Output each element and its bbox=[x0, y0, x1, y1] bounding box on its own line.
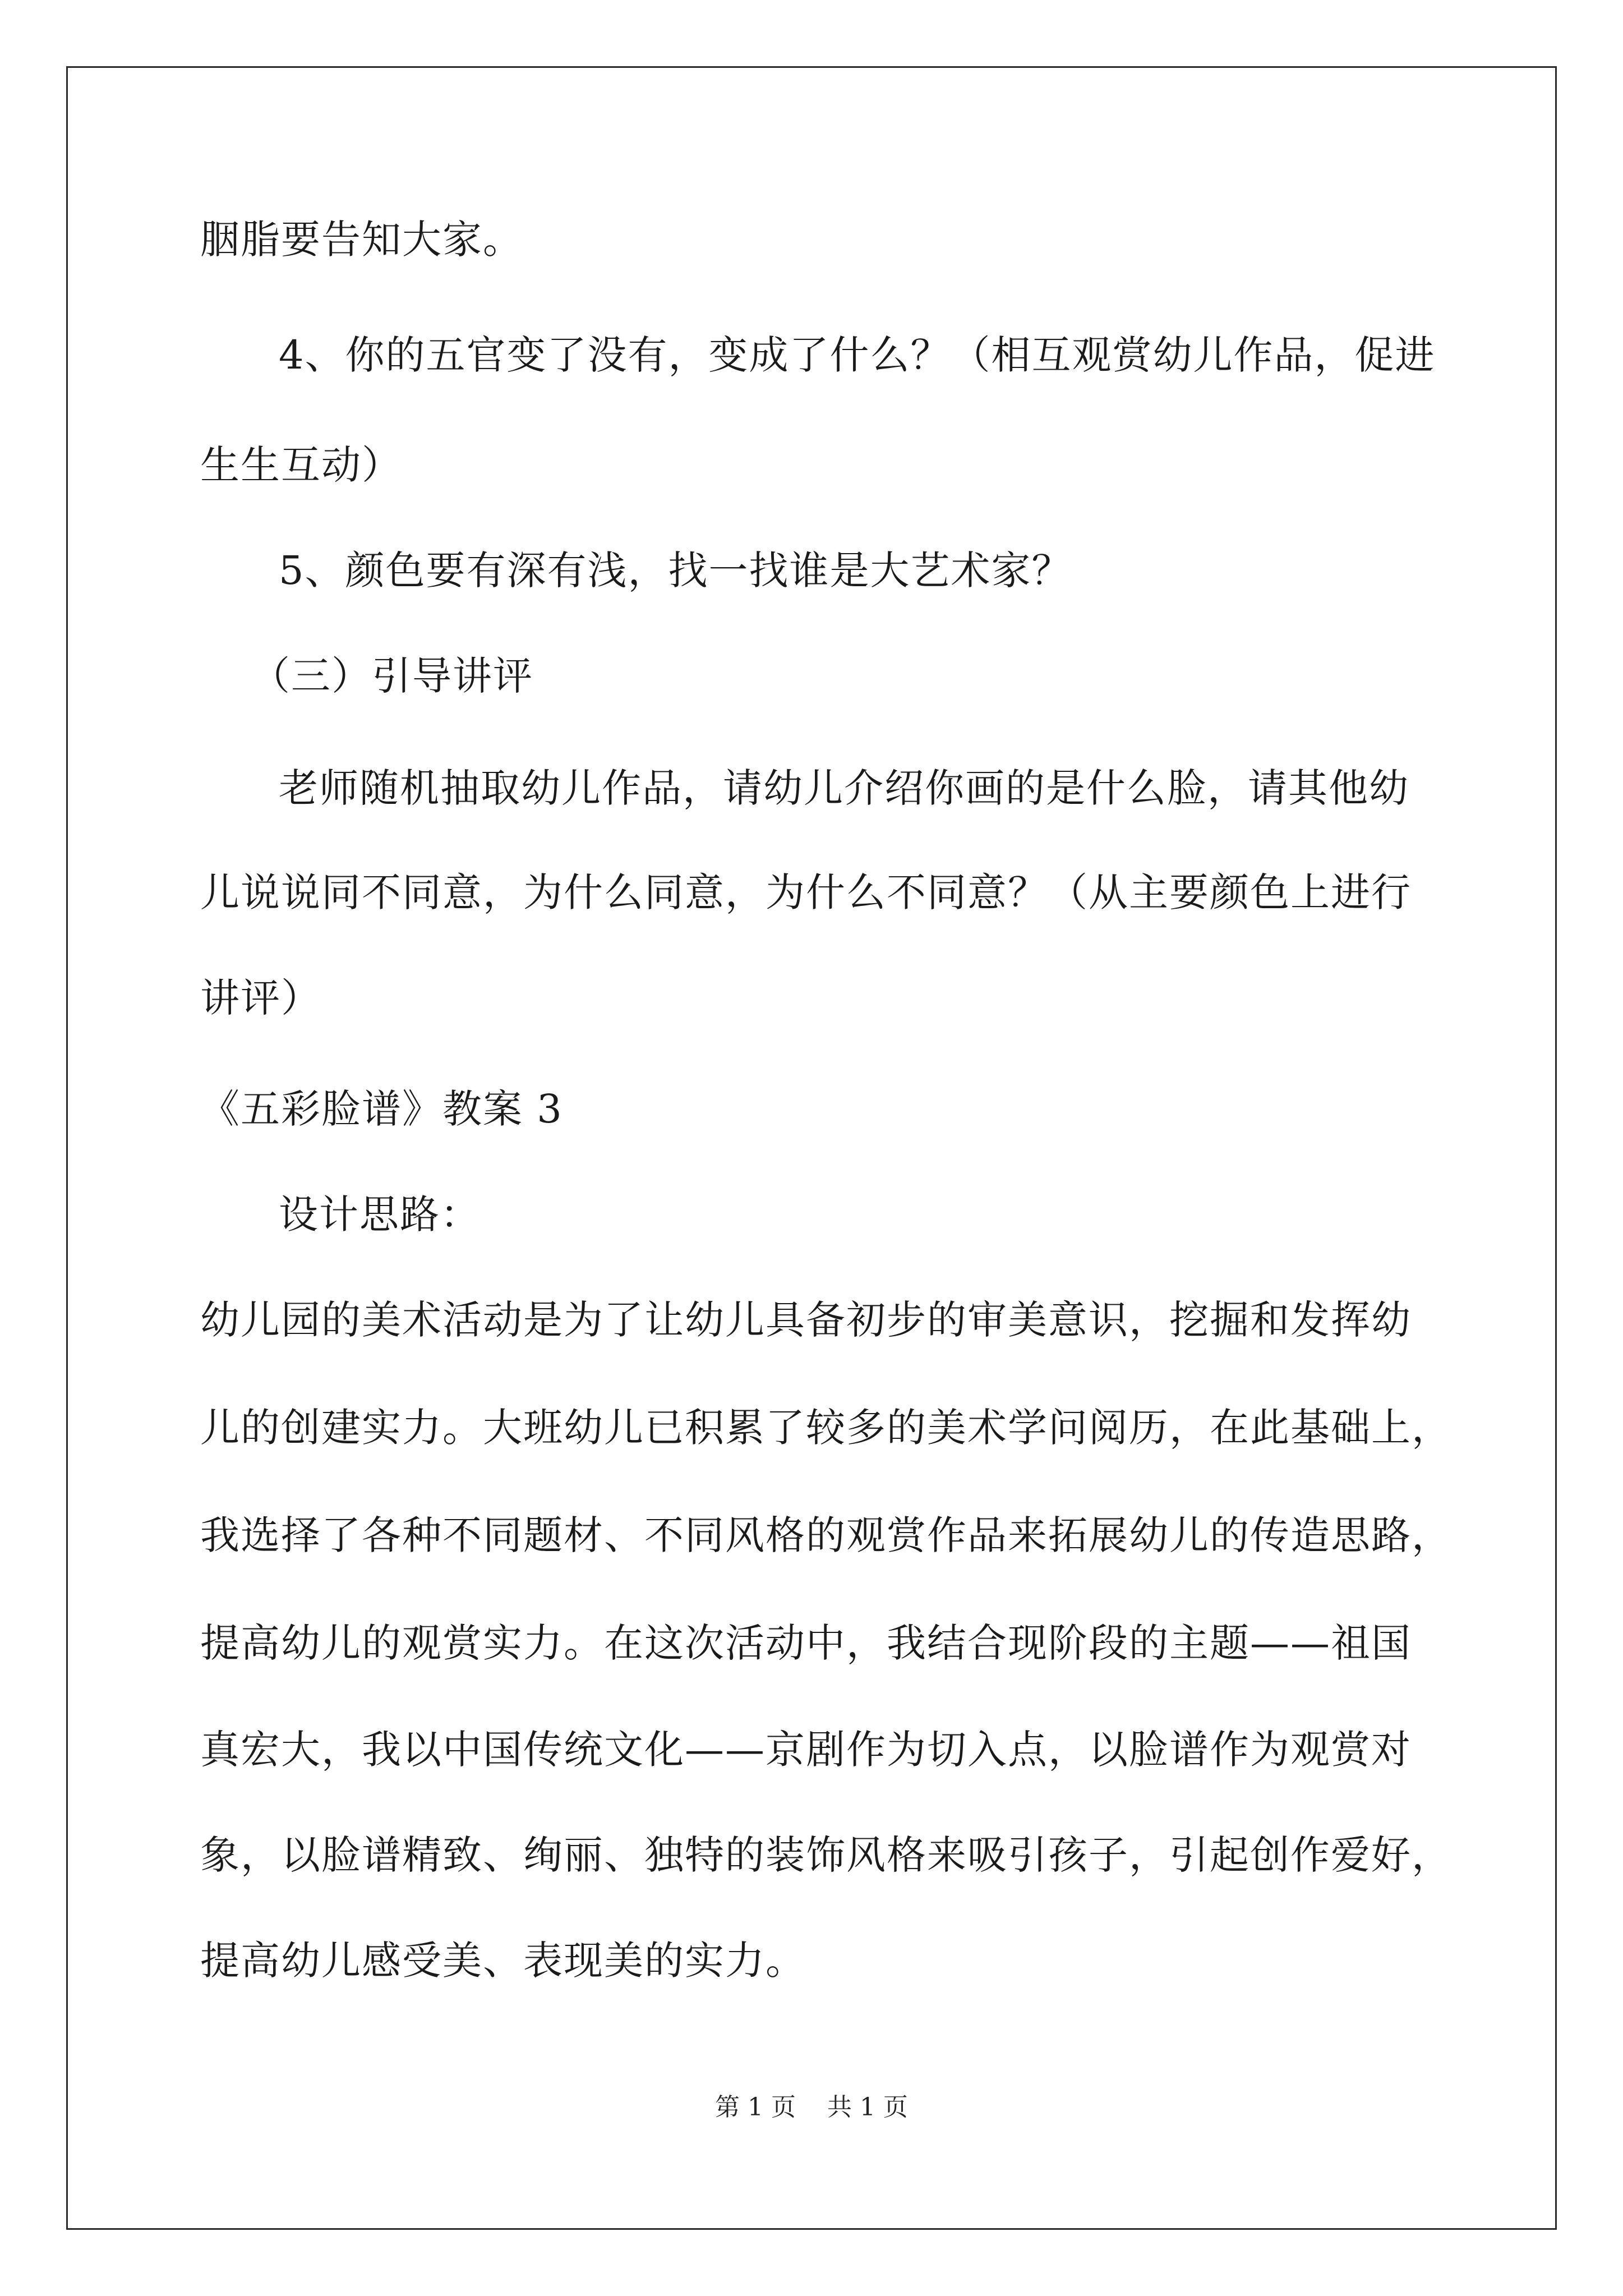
body-line-1: 胭脂要告知大家。 bbox=[200, 217, 523, 263]
page-footer: 第 1 页 共 1 页 bbox=[715, 2093, 908, 2122]
body-line-3: 生生互动） bbox=[200, 442, 402, 488]
body-line-6: 老师随机抽取幼儿作品，请幼儿介绍你画的是什么脸，请其他幼 bbox=[279, 765, 1409, 811]
section-heading-3: （三）引导讲评 bbox=[251, 653, 533, 699]
body-line-7: 儿说说同不同意，为什么同意，为什么不同意？（从主要颜色上进行 bbox=[200, 869, 1412, 915]
document-title: 《五彩脸谱》教案 3 bbox=[200, 1086, 563, 1132]
body-line-12: 儿的创建实力。大班幼儿已积累了较多的美术学问阅历，在此基础上， bbox=[200, 1405, 1452, 1451]
page-border bbox=[66, 66, 1557, 2230]
body-line-14: 提高幼儿的观赏实力。在这次活动中，我结合现阶段的主题——祖国 bbox=[200, 1620, 1412, 1666]
body-line-8: 讲评） bbox=[200, 975, 321, 1021]
design-idea-heading: 设计思路： bbox=[279, 1191, 481, 1237]
body-line-2: 4、你的五官变了没有，变成了什么？（相互观赏幼儿作品，促进 bbox=[279, 332, 1436, 378]
body-line-17: 提高幼儿感受美、表现美的实力。 bbox=[200, 1938, 806, 1984]
body-line-11: 幼儿园的美术活动是为了让幼儿具备初步的审美意识，挖掘和发挥幼 bbox=[200, 1297, 1412, 1343]
body-line-16: 象，以脸谱精致、绚丽、独特的装饰风格来吸引孩子，引起创作爱好， bbox=[200, 1832, 1452, 1878]
body-line-4: 5、颜色要有深有浅，找一找谁是大艺术家？ bbox=[279, 547, 1072, 593]
body-line-13: 我选择了各种不同题材、不同风格的观赏作品来拓展幼儿的传造思路， bbox=[200, 1512, 1452, 1558]
body-line-15: 真宏大，我以中国传统文化——京剧作为切入点，以脸谱作为观赏对 bbox=[200, 1727, 1412, 1773]
